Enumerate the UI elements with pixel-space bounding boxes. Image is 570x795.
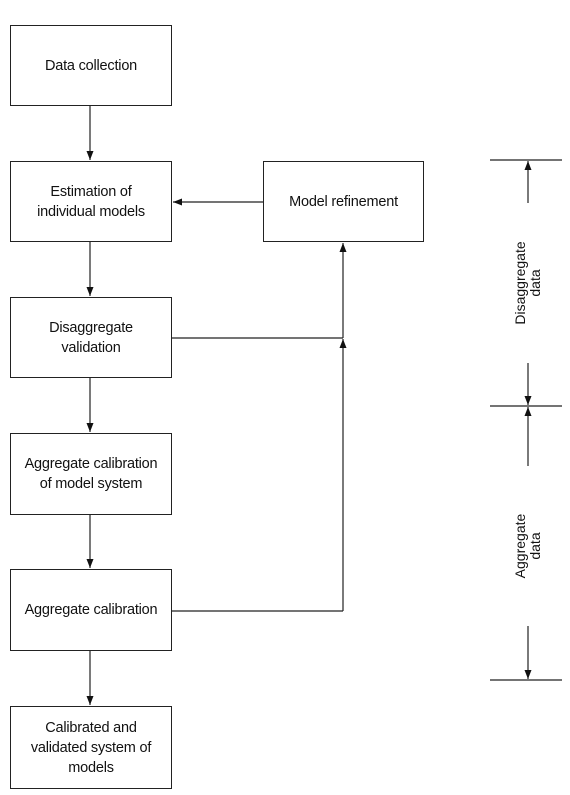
data-collection-box [10,25,172,106]
aggregate-calibration-model-label: Aggregate calibration of model system [24,456,158,492]
estimation-label: Estimation of individual models [37,183,145,220]
estimation-box [10,161,172,242]
data-collection-label: Data collection [44,57,138,74]
aggregate-calibration-box [10,569,172,651]
aggregate-data-text: Aggregate data [512,513,543,579]
calibrated-system-label: Calibrated and validated system of models [30,719,152,776]
calibrated-system-box [10,706,172,789]
disaggregate-data-label [511,203,545,363]
disaggregate-validation-label: Disaggregate validation [49,319,133,356]
model-refinement-box [263,161,424,242]
disaggregate-data-text: Disaggregate data [512,241,543,325]
model-refinement-label: Model refinement [289,193,398,210]
disaggregate-validation-box [10,297,172,378]
aggregate-calibration-model-box [10,433,172,515]
aggregate-calibration-label: Aggregate calibration [24,602,158,618]
aggregate-data-label [511,466,545,626]
